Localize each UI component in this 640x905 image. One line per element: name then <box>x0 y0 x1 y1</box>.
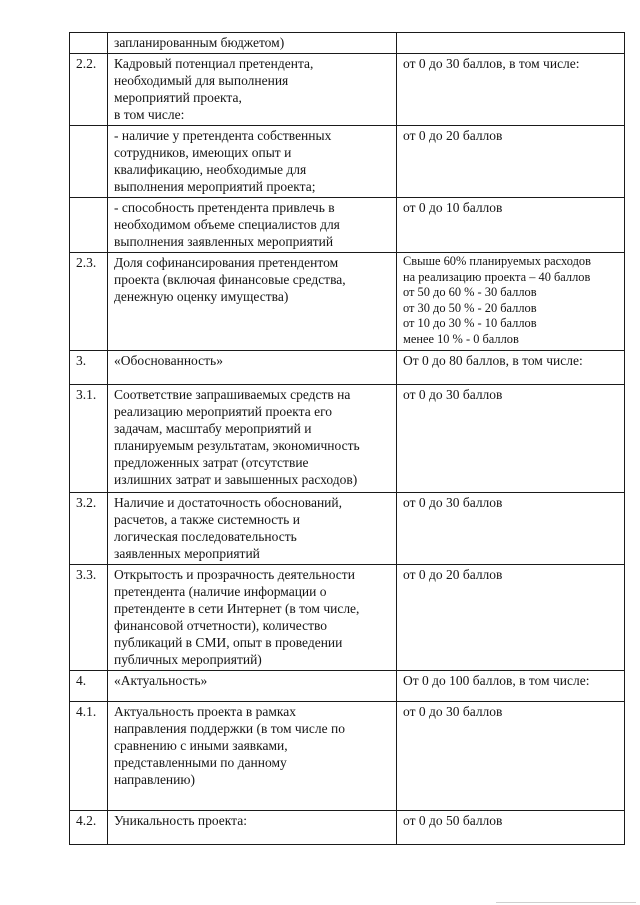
criterion-line: проекта (включая финансовые средства, <box>114 272 346 287</box>
row-number-cell: 3. <box>70 350 108 384</box>
score-line: от 0 до 30 баллов <box>403 386 503 402</box>
table-row <box>70 253 625 351</box>
criterion-line: Наличие и достаточность обоснований, <box>114 494 343 510</box>
criterion-line: «Обоснованность» <box>114 352 223 368</box>
score-line: от 0 до 50 баллов <box>403 812 503 828</box>
criterion-line: заявленных мероприятий <box>114 545 260 561</box>
criteria-table-body <box>70 33 625 845</box>
criterion-line: претендента (наличие информации о <box>114 583 327 599</box>
score-cell <box>397 384 625 492</box>
criterion-line: задачам, масштабу мероприятий и <box>114 420 312 436</box>
criterion-line: - способность претендента привлечь в <box>114 200 335 215</box>
table-row <box>70 384 625 492</box>
score-cell <box>397 350 625 384</box>
criterion-line: необходимый для выполнения <box>114 73 289 88</box>
criterion-cell <box>108 253 397 351</box>
criterion-line: выполнения мероприятий проекта; <box>114 179 316 194</box>
table-row <box>70 198 625 253</box>
score-cell <box>397 198 625 253</box>
table-row <box>70 670 625 701</box>
criterion-cell <box>108 492 397 564</box>
criterion-line: Открытость и прозрачность деятельности <box>114 566 355 582</box>
score-cell <box>397 701 625 810</box>
criterion-line: Соответствие запрашиваемых средств на <box>114 386 351 402</box>
score-line: от 10 до 30 % - 10 баллов <box>403 316 537 331</box>
criterion-cell <box>108 384 397 492</box>
criterion-cell <box>108 126 397 198</box>
criterion-line: публичных мероприятий) <box>114 651 262 667</box>
score-line: Свыше 60% планируемых расходов <box>403 254 591 268</box>
score-cell <box>397 810 625 844</box>
criterion-line: публикаций в СМИ, опыт в проведении <box>114 634 343 650</box>
criterion-line: реализацию мероприятий проекта его <box>114 403 333 419</box>
score-cell <box>397 564 625 670</box>
row-number-cell: 4.2. <box>70 810 108 844</box>
score-cell <box>397 670 625 701</box>
criterion-line: расчетов, а также системность и <box>114 511 300 527</box>
criterion-cell <box>108 54 397 126</box>
criterion-cell <box>108 810 397 844</box>
criterion-cell <box>108 33 397 54</box>
row-number-cell: 3.3. <box>70 564 108 670</box>
criterion-line: сотрудников, имеющих опыт и <box>114 145 292 160</box>
criteria-table <box>69 32 625 845</box>
criterion-cell <box>108 670 397 701</box>
criterion-line: - наличие у претендента собственных <box>114 128 332 143</box>
row-number-cell: 4. <box>70 670 108 701</box>
criterion-line: необходимом объеме специалистов для <box>114 217 340 232</box>
table-row <box>70 126 625 198</box>
score-cell <box>397 492 625 564</box>
score-line: от 0 до 30 баллов, в том числе: <box>403 56 580 71</box>
criterion-line: финансовой отчетности), количество <box>114 617 328 633</box>
row-number-cell <box>70 198 108 253</box>
criterion-cell <box>108 564 397 670</box>
row-number-cell: 3.2. <box>70 492 108 564</box>
table-row <box>70 350 625 384</box>
criterion-line: направления поддержки (в том числе по <box>114 720 345 736</box>
criterion-line: логическая последовательность <box>114 528 297 544</box>
score-cell <box>397 253 625 351</box>
table-row <box>70 564 625 670</box>
criterion-line: мероприятий проекта, <box>114 90 242 105</box>
row-number-cell: 2.2. <box>70 54 108 126</box>
criterion-line: Уникальность проекта: <box>114 812 247 828</box>
row-number-cell: 4.1. <box>70 701 108 810</box>
score-line: От 0 до 100 баллов, в том числе: <box>403 672 590 688</box>
criterion-line: претенденте в сети Интернет (в том числе, <box>114 600 360 616</box>
criterion-line: излишних затрат и завышенных расходов) <box>114 471 358 487</box>
row-number-cell: 3.1. <box>70 384 108 492</box>
score-cell <box>397 33 625 54</box>
criterion-line: в том числе: <box>114 107 185 122</box>
table-row <box>70 54 625 126</box>
criterion-line: Доля софинансирования претендентом <box>114 255 339 270</box>
score-line: на реализацию проекта – 40 баллов <box>403 269 591 284</box>
row-number-cell <box>70 126 108 198</box>
criterion-line: квалификацию, необходимые для <box>114 162 307 177</box>
criterion-line: представленными по данному <box>114 754 287 770</box>
score-line: от 0 до 30 баллов <box>403 494 503 510</box>
criterion-cell <box>108 701 397 810</box>
criterion-line: планируемым результатам, экономичность <box>114 437 360 453</box>
criterion-line: Актуальность проекта в рамках <box>114 703 296 719</box>
score-line: от 30 до 50 % - 20 баллов <box>403 300 537 315</box>
criterion-line: запланированным бюджетом) <box>114 35 285 50</box>
criterion-line: денежную оценку имущества) <box>114 289 289 304</box>
score-line: от 0 до 20 баллов <box>403 566 503 582</box>
score-line: от 0 до 30 баллов <box>403 703 503 719</box>
table-row <box>70 492 625 564</box>
score-cell <box>397 126 625 198</box>
criterion-line: сравнению с иными заявками, <box>114 737 288 753</box>
score-line: от 0 до 10 баллов <box>403 200 503 215</box>
row-number-cell: 2.3. <box>70 253 108 351</box>
row-number-cell <box>70 33 108 54</box>
score-line: от 0 до 20 баллов <box>403 128 503 143</box>
table-row <box>70 810 625 844</box>
score-line: от 50 до 60 % - 30 баллов <box>403 285 537 300</box>
criterion-cell <box>108 350 397 384</box>
criterion-line: предложенных затрат (отсутствие <box>114 454 309 470</box>
scan-edge-line <box>496 902 636 903</box>
score-line: менее 10 % - 0 баллов <box>403 331 519 346</box>
table-row <box>70 33 625 54</box>
criterion-line: Кадровый потенциал претендента, <box>114 56 314 71</box>
score-line: От 0 до 80 баллов, в том числе: <box>403 352 583 368</box>
score-cell <box>397 54 625 126</box>
criterion-cell <box>108 198 397 253</box>
criterion-line: выполнения заявленных мероприятий <box>114 234 334 249</box>
criterion-line: «Актуальность» <box>114 672 208 688</box>
criterion-line: направлению) <box>114 771 195 787</box>
table-row <box>70 701 625 810</box>
